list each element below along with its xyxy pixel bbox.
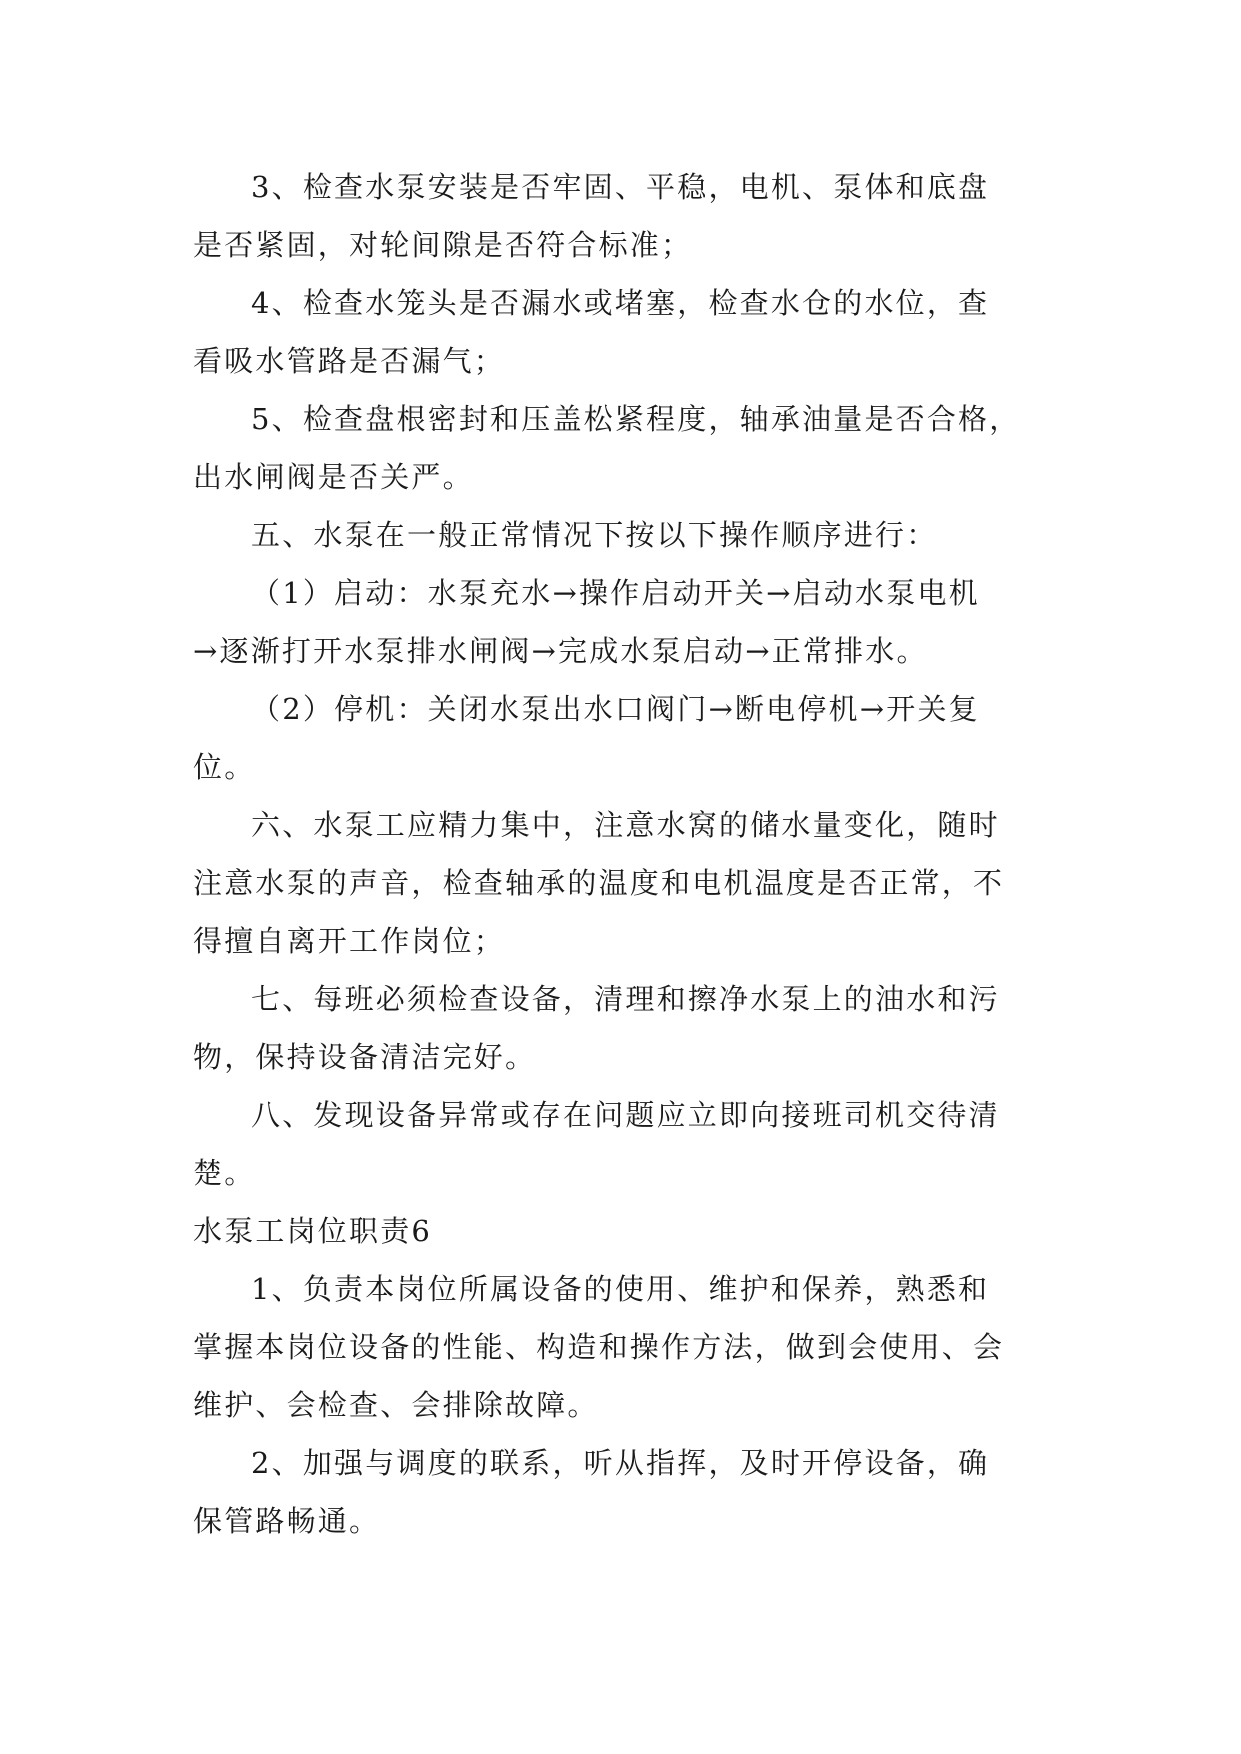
text-line: 维护、会检查、会排除故障。	[193, 1388, 599, 1422]
text-line: 出水闸阀是否关严。	[193, 460, 474, 494]
paragraph-item-5	[193, 390, 1053, 506]
text-line: 保管路畅通。	[193, 1504, 381, 1538]
text-line: 注意水泵的声音，检查轴承的温度和电机温度是否正常，不	[193, 866, 1005, 900]
text-line: 楚。	[193, 1156, 256, 1190]
text-line: 五、水泵在一般正常情况下按以下操作顺序进行：	[251, 518, 938, 552]
section-heading	[193, 1202, 1053, 1260]
text-line: 3、检查水泵安装是否牢固、平稳，电机、泵体和底盘	[251, 170, 990, 204]
text-line: 六、水泵工应精力集中，注意水窝的储水量变化，随时	[251, 808, 1000, 842]
duty-item-1	[193, 1260, 1053, 1434]
text-line: →逐渐打开水泵排水闸阀→完成水泵启动→正常排水。	[193, 634, 928, 668]
text-line: 是否紧固，对轮间隙是否符合标准；	[193, 228, 693, 262]
section-six	[193, 796, 1053, 970]
text-line: （2）停机：关闭水泵出水口阀门→断电停机→开关复	[251, 692, 980, 726]
text-line: 物，保持设备清洁完好。	[193, 1040, 537, 1074]
section-five-shutdown	[193, 680, 1053, 796]
text-line: 看吸水管路是否漏气；	[193, 344, 506, 378]
text-line: 2、加强与调度的联系，听从指挥，及时开停设备，确	[251, 1446, 990, 1480]
section-five-startup	[193, 564, 1053, 680]
text-line: 得擅自离开工作岗位；	[193, 924, 506, 958]
paragraph-item-4	[193, 274, 1053, 390]
text-line: 八、发现设备异常或存在问题应立即向接班司机交待清	[251, 1098, 1000, 1132]
section-eight	[193, 1086, 1053, 1202]
section-seven	[193, 970, 1053, 1086]
text-line: （1）启动：水泵充水→操作启动开关→启动水泵电机	[251, 576, 980, 610]
text-line: 七、每班必须检查设备，清理和擦净水泵上的油水和污	[251, 982, 1000, 1016]
paragraph-item-3	[193, 158, 1053, 274]
text-line: 4、检查水笼头是否漏水或堵塞，检查水仓的水位，查	[251, 286, 990, 320]
duty-item-2	[193, 1434, 1053, 1550]
heading-line: 水泵工岗位职责6	[193, 1214, 433, 1248]
document-page	[193, 158, 1053, 1550]
text-line: 5、检查盘根密封和压盖松紧程度，轴承油量是否合格，	[251, 402, 1021, 436]
text-line: 1、负责本岗位所属设备的使用、维护和保养，熟悉和	[251, 1272, 990, 1306]
section-five	[193, 506, 1053, 564]
text-line: 掌握本岗位设备的性能、构造和操作方法，做到会使用、会	[193, 1330, 1005, 1364]
text-line: 位。	[193, 750, 256, 784]
